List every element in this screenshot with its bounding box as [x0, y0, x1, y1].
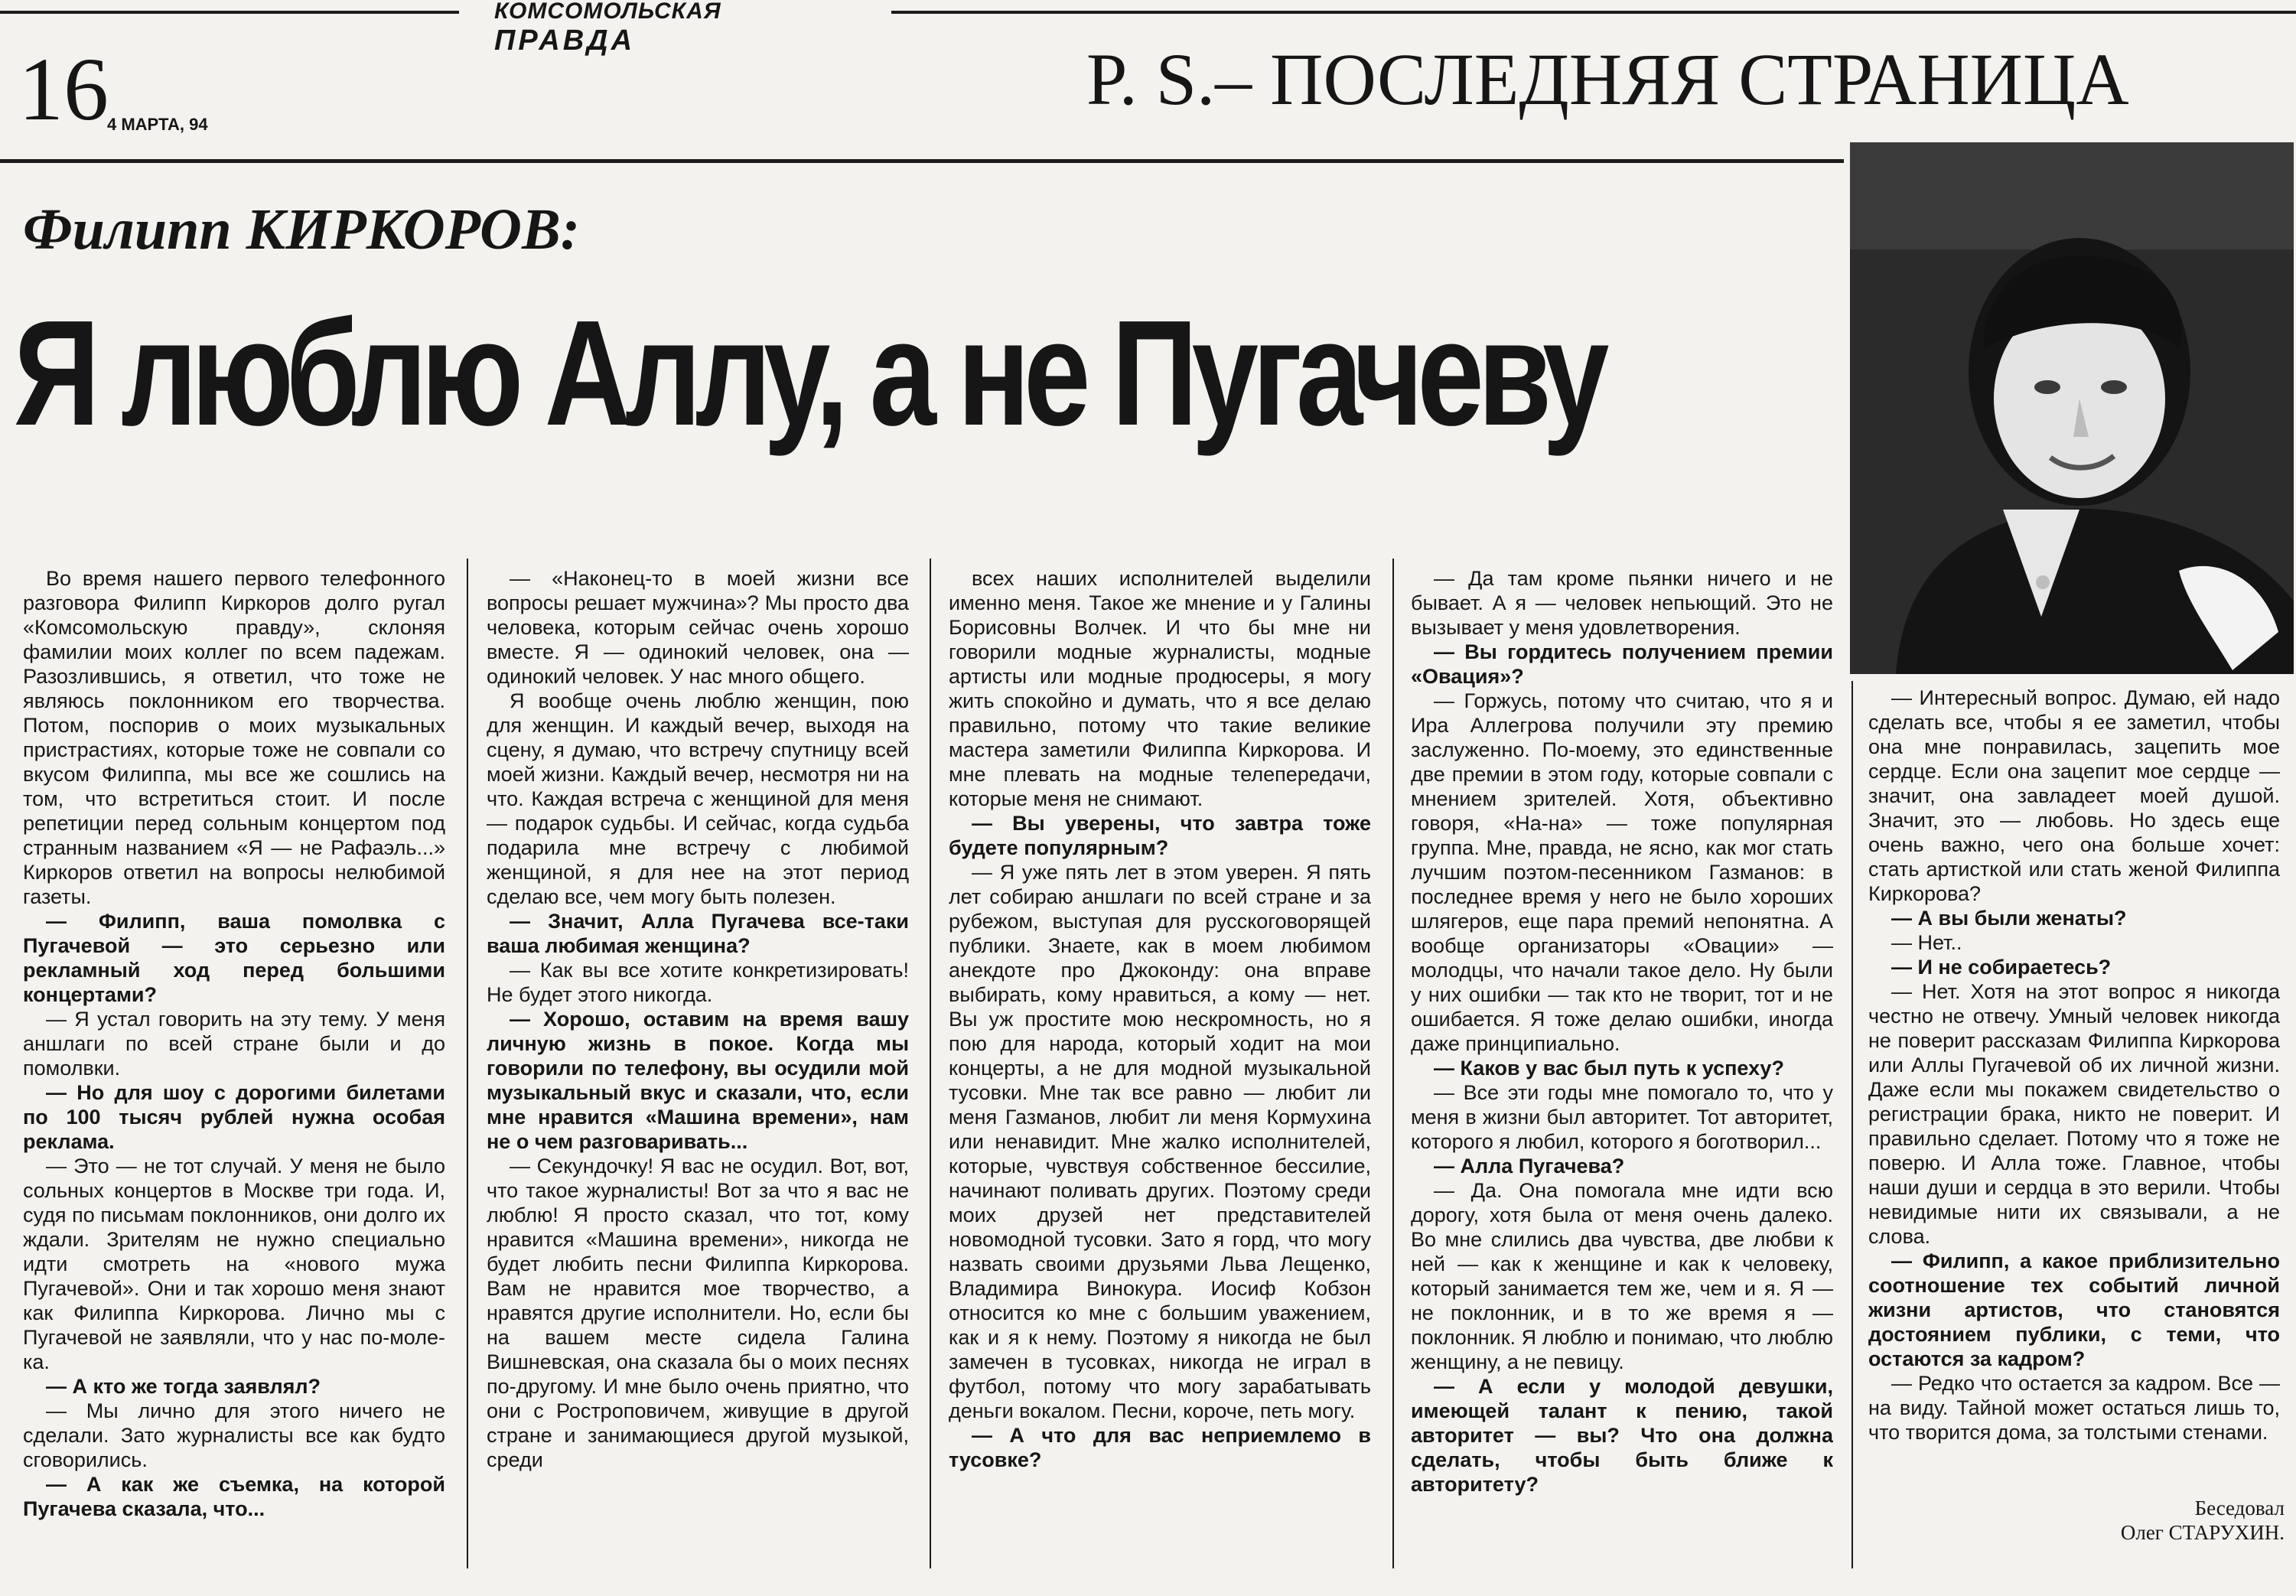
interview-question: — Филипп, а какое приблизительно соотношение тех событий личной жизни артистов, что становятся достоянием публики, с теми, что остаются за кадром? — [1868, 1249, 2280, 1370]
interview-question: — А как же съемка, на которой Пугачева сказала, что... — [23, 1473, 445, 1520]
interview-question: — Вы уверены, что завтра тоже будете популярным? — [949, 812, 1371, 859]
article-paragraph: — Я устал говорить на эту тему. У меня аншлаги по всей стране были и до помолвки. — [23, 1008, 445, 1080]
byline-label: Беседовал — [2194, 1497, 2285, 1519]
column-rule-1 — [467, 559, 468, 1568]
interview-question: — И не собираетесь? — [1891, 956, 2112, 979]
top-rule-left — [0, 11, 459, 14]
article-paragraph: — Да там кроме пьянки ничего и не бывает. А я — человек непьющий. Это не вызывает у меня удовлетворения. — [1411, 567, 1833, 639]
article-column-5 — [1868, 686, 2280, 1489]
article-paragraph: — Горжусь, потому что считаю, что я и Ира Аллегрова получили эту премию заслуженно. По-моему, это единственные две премии в этом году, которые совпали с мнением зрителей. Хотя, объективно говоря, «На-на» — тоже популярная группа. Мне, правда, не ясно, как мог стать лучшим поэтом-песенником Газманов: в последнее время у него не было хороших шлягеров, еще пара премий непонятна. А вообще организаторы «Овации» — молодцы, что начали такое дело. Ну были у них ошибки — так кто не творит, тот и не ошибается. Я тоже делаю ошибки, иногда даже принципиально. — [1411, 689, 1833, 1055]
article-paragraph: — «Наконец-то в моей жизни все вопросы решает мужчина»? Мы просто два человека, которым сейчас очень хорошо вместе. Я — одинокий человек, она — одинокий человек. У нас много общего. — [487, 567, 909, 688]
portrait-illustration — [1850, 142, 2294, 674]
article-paragraph: — Нет.. — [1891, 931, 1962, 954]
interview-question: — А что для вас неприемлемо в тусовке? — [949, 1424, 1371, 1471]
column-rule-4 — [1851, 681, 1853, 1568]
article-paragraph: — Интересный вопрос. Думаю, ей надо сделать все, чтобы я ее заметил, чтобы она мне понравилась, зацепить мое сердце. Если она зацепит мое сердце — значит, она завладеет моей душой. Значит, это — любовь. Но здесь еще очень важно, чего она больше хочет: стать артисткой или стать женой Филиппа Киркорова? — [1868, 686, 2280, 905]
interview-question: — Филипп, ваша помолвка с Пугачевой — это серьезно или рекламный ход перед большими концертами? — [23, 910, 445, 1006]
interview-question: — Каков у вас был путь к успеху? — [1434, 1057, 1784, 1080]
section-title: P. S.– ПОСЛЕДНЯЯ СТРАНИЦА — [1086, 38, 2129, 120]
article-column-2 — [487, 566, 909, 1576]
interview-question: — Вы гордитесь получением премии «Овация»? — [1411, 640, 1833, 688]
newspaper-logo-line1: КОМСОМОЛЬСКАЯ — [494, 0, 721, 24]
byline-author: Олег СТАРУХИН. — [2120, 1521, 2285, 1544]
article-paragraph: — Все эти годы мне помогало то, что у меня в жизни был авторитет. Тот авторитет, которого я любил, которого я боготворил... — [1411, 1081, 1833, 1153]
interview-question: — Алла Пугачева? — [1434, 1155, 1625, 1177]
article-paragraph: — Нет. Хотя на этот вопрос я никогда честно не отвечу. Умный человек никогда не поверит рассказам Филиппа Киркорова или Аллы Пугачевой об их личной жизни. Даже если мы покажем свидетельство о регистрации брака, никто не поверит. И правильно сделает. Потому что я тоже не поверю. И Алла тоже. Главное, чтобы наши души и сердца в это верили. Чтобы невидимые нити их связывали, а не слова. — [1868, 980, 2280, 1248]
interview-question: — А кто же тогда заявлял? — [46, 1375, 321, 1398]
article-paragraph: — Я уже пять лет в этом уверен. Я пять лет собираю аншлаги по всей стране и за рубежом, выступая для русскоговорящей публики. Знаете, как в моем любимом анекдоте про Джоконду: она вправе выбирать, кому нравиться, а кому — нет. Вы уж простите мою нескромность, но я пою для народа, который ходит на мои концерты, а не для модной музыкальной тусовки. Мне так все равно — любит ли меня Газманов, любит ли меня Кормухина или ненавидит. Мне жалко исполнителей, которые, чувствуя собственное бессилие, начинают поливать других. Поэтому среди моих друзей нет представителей новомодной тусовки. Зато я горд, что могу назвать своими друзьями Льва Лещенко, Владимира Винокура. Иосиф Кобзон относится ко мне с большим уважением, как и я к нему. Поэтому я никогда не был замечен в тусовках, никогда не играл в футбол, потому что могу зарабатывать деньги вокалом. Песни, короче, петь могу. — [949, 861, 1371, 1422]
article-column-3 — [949, 566, 1371, 1576]
article-headline: Я люблю Аллу, а не Пугачеву — [14, 289, 1604, 457]
issue-date: 4 МАРТА, 94 — [107, 115, 208, 134]
column-rule-2 — [930, 559, 931, 1568]
interview-question: — Но для шоу с дорогими билетами по 100 тысяч рублей нужна особая реклама. — [23, 1081, 445, 1153]
article-paragraph: Во время нашего первого телефонного разговора Филипп Киркоров долго ругал «Комсомольскую правду», склоняя фамилии моих коллег по всем падежам. Разозлившись, я ответил, что тоже не являюсь поклонником его творчества. Потом, поспорив о моих музыкальных пристрастиях, которые тоже не совпали со вкусом Филиппа, мы все же сошлись на том, что встретиться стоит. И после репетиции перед сольным концертом под странным названием «Я — не Рафаэль...» Киркоров ответил на вопросы нелюбимой газеты. — [23, 567, 445, 908]
interview-question: — Хорошо, оставим на время вашу личную жизнь в покое. Когда мы говорили по телефону, вы осудили мой музыкальный вкус и сказали, что, если мне нравится «Машина времени», нам не о чем разговаривать... — [487, 1008, 909, 1153]
article-paragraph: — Это — не тот случай. У меня не было сольных концертов в Москве три года. И, судя по письмам поклонников, они долго их ждали. Зрителям не нужно специально идти смотреть на «нового мужа Пугачевой». Они и так хорошо меня знают как Филиппа Киркорова. Лично мы с Пугачевой не заявляли, что у нас по-моле-ка. — [23, 1155, 445, 1373]
newspaper-logo-line2: ПРАВДА — [494, 24, 636, 57]
article-paragraph: Я вообще очень люблю женщин, пою для женщин. И каждый вечер, выходя на сцену, я думаю, что встречу спутницу всей моей жизни. Каждый вечер, несмотря ни на что. Каждая встреча с женщиной для меня — подарок судьбы. И сейчас, когда судьба подарила мне встречу с любимой женщиной, я для нее на этот период сделаю все, чем могу быть полезен. — [487, 689, 909, 908]
article-column-1 — [23, 566, 445, 1576]
article-paragraph: — Как вы все хотите конкретизировать! Не будет этого никогда. — [487, 959, 909, 1006]
article-paragraph: — Редко что остается за кадром. Все — на виду. Тайной может остаться лишь то, что творится дома, за толстыми стенами. — [1868, 1372, 2280, 1444]
article-kicker: Филипп КИРКОРОВ: — [23, 197, 580, 262]
article-paragraph: всех наших исполнителей выделили именно меня. Такое же мнение и у Галины Борисовны Волчек. И что бы мне ни говорили модные журналисты, модные артисты или модные продюсеры, я могу жить спокойно и думать, что я все делаю правильно, потому что такие великие мастера заметили Филиппа Киркорова. И мне плевать на модные телепередачи, которые меня не снимают. — [949, 567, 1371, 810]
interview-question: — А вы были женаты? — [1891, 907, 2127, 930]
article-paragraph: — Мы лично для этого ничего не сделали. Зато журналисты все как будто сговорились. — [23, 1399, 445, 1471]
top-rule-right — [891, 11, 2296, 14]
interview-question: — Значит, Алла Пугачева все-таки ваша любимая женщина? — [487, 910, 909, 957]
page-number: 16 — [18, 39, 109, 139]
article-paragraph: — Секундочку! Я вас не осудил. Вот, вот, что такое журналисты! Вот за что я вас не люблю! Я просто сказал, что тот, кому нравится «Машина времени», никогда не будет любить песни Филиппа Киркорова. Вам не нравится мое творчество, а нравятся другие исполнители. Но, если бы на вашем месте сидела Галина Вишневская, она сказала бы о моих песнях по-другому. И мне было очень приятно, что они с Ростроповичем, живущие в другой стране и занимающиеся другой музыкой, среди — [487, 1155, 909, 1471]
article-column-4 — [1411, 566, 1833, 1576]
byline — [2096, 1496, 2285, 1545]
masthead-divider — [0, 159, 1844, 163]
interview-question: — А если у молодой девушки, имеющей талант к пению, такой авторитет — вы? Что она должна сделать, чтобы быть ближе к авторитету? — [1411, 1375, 1833, 1496]
article-paragraph: — Да. Она помогала мне идти всю дорогу, хотя была от меня очень далеко. Во мне слились два чувства, две любви к ней — как к женщине и как к человеку, который занимается тем же, чем и я. Я — не поклонник, и в то же время я — поклонник. Я люблю и понимаю, что люблю женщину, а не певицу. — [1411, 1179, 1833, 1373]
portrait-photo — [1850, 142, 2294, 674]
column-rule-3 — [1392, 559, 1394, 1568]
